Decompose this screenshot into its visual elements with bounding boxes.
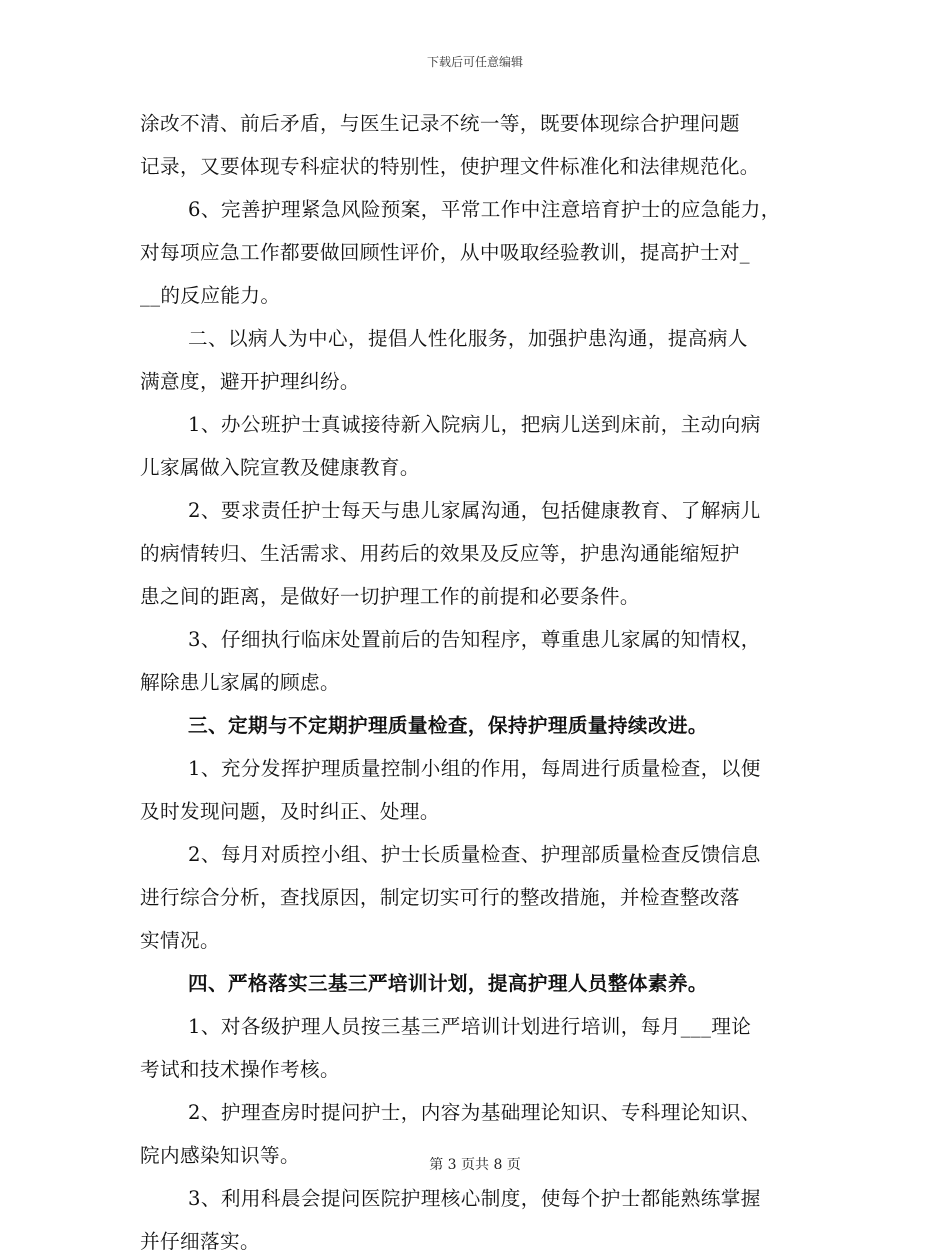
body-line: 满意度，避开护理纠纷。 (140, 370, 360, 393)
body-line: 进行综合分析，查找原因，制定切实可行的整改措施，并检查整改落 (140, 886, 740, 909)
body-line: 考试和技术操作考核。 (140, 1058, 340, 1081)
paragraph-start: 6、完善护理紧急风险预案，平常工作中注意培育护士的应急能力， (188, 198, 781, 221)
body-line: 院内感染知识等。 (140, 1144, 300, 1167)
paragraph-start: 2、护理查房时提问护士，内容为基础理论知识、专科理论知识、 (188, 1101, 761, 1124)
paragraph-start: 2、要求责任护士每天与患儿家属沟通，包括健康教育、了解病儿 (188, 499, 761, 522)
body-line: 并仔细落实。 (140, 1230, 260, 1253)
page-footer: 第 3 页共 8 页 (429, 1157, 521, 1173)
paragraph-start: 2、每月对质控小组、护士长质量检查、护理部质量检查反馈信息 (188, 843, 761, 866)
section-heading: 二、以病人为中心，提倡人性化服务，加强护患沟通，提高病人 (188, 327, 748, 350)
body-line: 解除患儿家属的顾虑。 (140, 671, 340, 694)
body-line: 患之间的距离，是做好一切护理工作的前提和必要条件。 (140, 585, 640, 608)
document-body (140, 106, 820, 1260)
page-header: 下载后可任意编辑 (426, 55, 523, 69)
body-line: 儿家属做入院宣教及健康教育。 (140, 456, 420, 479)
section-heading: 四、严格落实三基三严培训计划，提高护理人员整体素养。 (188, 972, 708, 995)
body-line: 涂改不清、前后矛盾，与医生记录不统一等，既要体现综合护理问题 (140, 112, 740, 135)
body-line: 对每项应急工作都要做回顾性评价，从中吸取经验教训，提高护士对_ (140, 241, 751, 264)
paragraph-start: 3、利用科晨会提问医院护理核心制度，使每个护士都能熟练掌握 (188, 1187, 761, 1210)
paragraph-start: 3、仔细执行临床处置前后的告知程序，尊重患儿家属的知情权， (188, 628, 761, 651)
body-line: 实情况。 (140, 929, 220, 952)
paragraph-start: 1、充分发挥护理质量控制小组的作用，每周进行质量检查，以便 (188, 757, 761, 780)
body-line: 的病情转归、生活需求、用药后的效果及反应等，护患沟通能缩短护 (140, 542, 740, 565)
body-line: 记录，又要体现专科症状的特别性，使护理文件标准化和法律规范化。 (140, 155, 760, 178)
body-line: __的反应能力。 (140, 284, 281, 307)
section-heading: 三、定期与不定期护理质量检查，保持护理质量持续改进。 (188, 714, 708, 737)
body-line: 及时发现问题，及时纠正、处理。 (140, 800, 440, 823)
paragraph-start: 1、办公班护士真诚接待新入院病儿，把病儿送到床前，主动向病 (188, 413, 761, 436)
paragraph-start: 1、对各级护理人员按三基三严培训计划进行培训，每月___理论 (188, 1015, 752, 1038)
